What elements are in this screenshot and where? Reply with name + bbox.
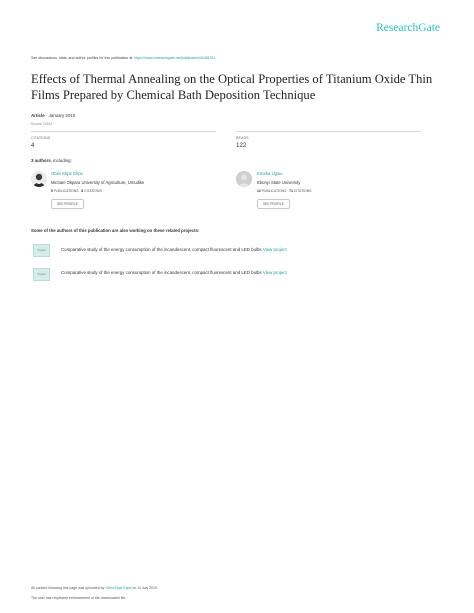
author-stats: [51, 189, 102, 193]
default-avatar-icon: [236, 171, 252, 187]
see-profile-button[interactable]: SEE PROFILE: [257, 199, 290, 209]
author-publications-label: PUBLICATIONS: [53, 189, 79, 193]
author-photo-icon: [31, 171, 47, 187]
reads-label: READS: [236, 136, 249, 140]
author-publications-label: PUBLICATIONS: [261, 189, 287, 193]
project-text: Comparative study of the energy consumption of the incandescent, compact fluorescent and LED bulbs: [61, 270, 262, 275]
researchgate-logo[interactable]: ResearchGate: [376, 22, 440, 34]
footer-uploader-link[interactable]: Obini Ekpe Ekpe: [105, 586, 132, 590]
author-avatar[interactable]: [236, 171, 252, 187]
see-profile-button[interactable]: SEE PROFILE: [51, 199, 84, 209]
citations-label: CITATIONS: [31, 136, 51, 140]
footer-upload-prefix: All content following this page was uploaded by: [31, 586, 105, 590]
author-stats: [257, 189, 312, 193]
authors-count-line: [31, 158, 72, 163]
see-line-prefix: See discussions, stats, and author profiles for this publication at:: [31, 56, 134, 60]
footer-enhancement-line: The user has requested enhancement of the downloaded file.: [31, 596, 127, 600]
citations-divider: [31, 131, 216, 132]
reads-value: 122: [236, 142, 247, 149]
article-source: Source: DOAJ: [31, 122, 53, 126]
view-project-link[interactable]: View project: [262, 270, 287, 275]
author-citations-label: CITATIONS: [293, 189, 312, 193]
article-date: · January 2010: [44, 113, 76, 118]
footer-upload-line: [31, 586, 158, 590]
author-publications-count: 5: [51, 189, 53, 193]
author-citations-label: CITATIONS: [84, 189, 102, 193]
related-projects-heading: Some of the authors of this publication are also working on these related projects:: [31, 228, 200, 233]
project-item: [61, 270, 287, 275]
author-institution: Ebonyi State University: [257, 180, 301, 185]
author-name-link[interactable]: Emeka Ugwu: [257, 171, 283, 176]
authors-count: 3 authors: [31, 158, 51, 163]
project-icon: Project: [33, 244, 50, 257]
author-publications-count: 12: [257, 189, 261, 193]
view-project-link[interactable]: View project: [262, 247, 287, 252]
author-citations-count: 71: [289, 189, 293, 193]
article-meta: [31, 113, 75, 118]
reads-divider: [236, 131, 421, 132]
citations-value: 4: [31, 142, 35, 149]
project-item: [61, 247, 287, 252]
see-discussions-line: [31, 56, 216, 60]
footer-upload-suffix: on 11 July 2019.: [132, 586, 158, 590]
publication-url-link[interactable]: https://www.researchgate.net/publication/40481311: [134, 56, 216, 60]
authors-suffix: , including:: [50, 158, 72, 163]
author-avatar[interactable]: [31, 171, 47, 187]
project-text: Comparative study of the energy consumption of the incandescent, compact fluorescent and LED bulbs: [61, 247, 262, 252]
author-name-link[interactable]: Obini Ekpe Ekpe: [51, 171, 84, 176]
author-institution: Michael Okpara University of Agriculture, Umudike: [51, 180, 145, 185]
article-title: Effects of Thermal Annealing on the Optical Properties of Titanium Oxide Thin Films Prepared by Chemical Bath Deposition Technique: [31, 72, 433, 102]
project-icon: Project: [33, 268, 50, 281]
article-type: Article: [31, 113, 45, 118]
author-citations-count: 8: [81, 189, 84, 193]
